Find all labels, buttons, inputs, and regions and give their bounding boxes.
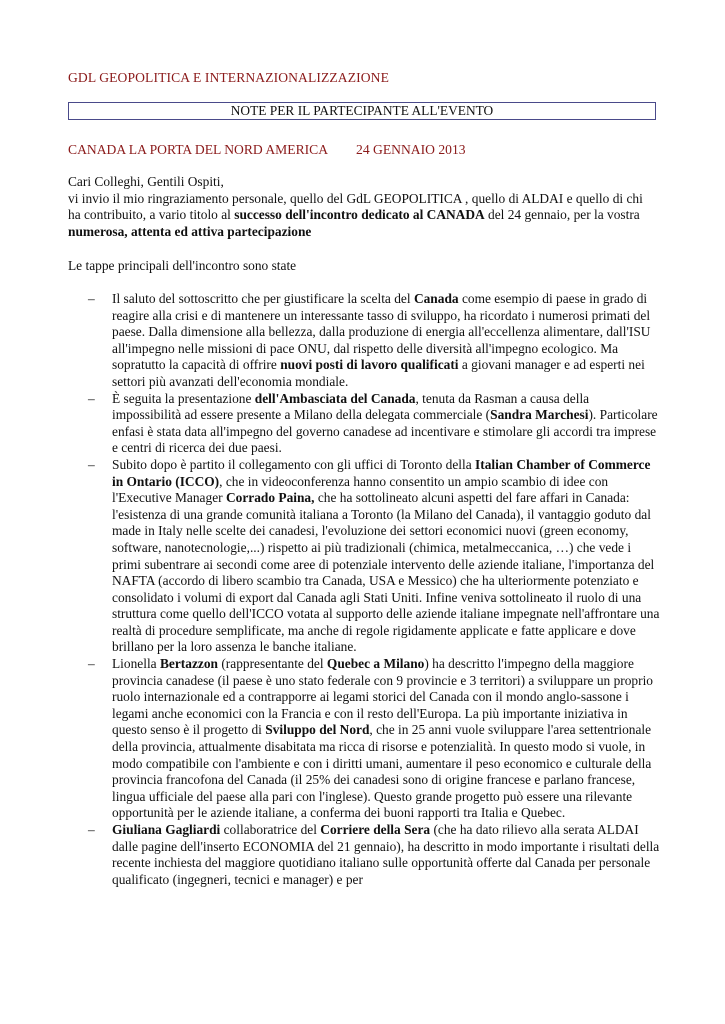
item-bold: Italian Chamber of Commerce in Ontario (ICCO) <box>112 456 651 489</box>
item-text: Subito dopo è partito il collegamento con gli uffici di Toronto della <box>112 456 476 472</box>
item-text: (rappresentante del <box>217 656 327 672</box>
list-item <box>0 656 660 822</box>
greeting: Cari Colleghi, Gentili Ospiti, <box>68 174 224 189</box>
tappe-heading: Le tappe principali dell'incontro sono state <box>68 258 297 273</box>
item-bold: Giuliana Gagliardi <box>112 822 221 837</box>
intro-text: del 24 gennaio, per la vostra <box>484 207 640 223</box>
item-text: a giovani manager e ad esperti nei settori più avanzati dell'economia mondiale. <box>112 357 645 389</box>
dash-bullet: – <box>88 822 95 837</box>
event-stages-list <box>0 291 725 888</box>
item-bold: Sandra Marchesi <box>490 407 589 423</box>
item-text: che ha sottolineato alcuni aspetti del fare affari in Canada: l'esistenza di una grande comunità italiana a Toronto (la Milano del Canada), il vantaggio goduto dal made in Italy nelle scelte dei canadesi, l'evoluzione dei settori economici nuovi (green economy, software, nanotecnologie,...) rispetto ai più tradizionali (chimica, metalmeccanica, …) che vede i primi subentrare ai secondi come aree di potenziale intervento delle aziende italiane, l'importanza del NAFTA (accordo di libero scambio tra Canada, USA e Messico) che ha ulteriormente potenziato e consolidato i volumi di export dal Canada agli Stati Uniti. Infine veniva sottolineato il ruolo di una struttura come quello dell'ICCO votata al supporto delle aziende italiane impegnate nell'affrontare una realtà di procedure semplificate, ma anche di regole rigidamente applicate e fatte applicare e dove brillano per la loro assenza le banche italiane. <box>112 490 660 655</box>
intro-bold: numerosa, attenta ed attiva partecipazione <box>68 223 312 239</box>
list-item <box>0 822 660 888</box>
item-text: , che in videoconferenza hanno consentito un ampio scambio di idee con l'Executive Manager <box>112 473 609 506</box>
item-bold: Bertazzon <box>159 656 218 672</box>
dash-bullet: – <box>88 390 95 406</box>
item-text: , che in 25 anni vuole sviluppare l'area settentrionale della provincia, attualmente disabitata ma ricca di risorse e potenzialità. In questo modo si vuole, in modo compatibile con l'ambiente e con i diritti umani, aumentare il peso economico e culturale della provincia francofona del Canada (il 25% dei canadesi sono di origine francese e parlano francese, lingua ufficiale del paese alla pari con l'inglese). Questo grande progetto può essere una rilevante opportunità per le aziende italiane, a conferma dei buoni rapporti tra Italia e Quebec. <box>112 722 652 821</box>
item-text: ) ha descritto l'impegno della maggiore provincia canadese (il paese è uno stato federale con 9 provincie e 3 territori) a sviluppare un proprio ruolo internazionale ed a contrapporre ai legami storici del Canada con il mondo anglo-sassone i legami anche economici con la Francia e con il resto dell'Europa. La più importante iniziativa in questo senso è il progetto di <box>112 656 653 738</box>
list-item <box>0 391 660 457</box>
item-text: collaboratrice del <box>220 822 321 837</box>
intro-text: vi invio il mio ringraziamento personale, quello del GdL GEOPOLITICA , quello di ALDAI e quello di chi ha contribuito, a vario titolo al <box>68 190 643 223</box>
item-bold: Corriere della Sera <box>320 822 431 837</box>
intro-section <box>68 174 658 240</box>
note-box: NOTE PER IL PARTECIPANTE ALL'EVENTO <box>68 102 656 120</box>
item-bold: dell'Ambasciata del Canada <box>254 390 416 406</box>
item-bold: nuovi posti di lavoro qualificati <box>280 357 459 373</box>
event-date: 24 GENNAIO 2013 <box>356 142 466 157</box>
intro-paragraph <box>68 191 658 241</box>
item-bold: Corrado Paina, <box>225 490 315 506</box>
dash-bullet: – <box>88 291 95 306</box>
event-title: CANADA LA PORTA DEL NORD AMERICA <box>68 142 329 157</box>
group-title: GDL GEOPOLITICA E INTERNAZIONALIZZAZIONE <box>68 70 389 85</box>
item-text: È seguita la presentazione <box>112 390 255 406</box>
item-text: , tenuta da Rasman a causa della impossibilità ad essere presente a Milano della delegata commerciale ( <box>112 390 590 423</box>
item-text: (che ha dato rilievo alla serata ALDAI dalle pagine dell'inserto ECONOMIA del 21 gennaio), ha descritto in modo importante i risultati della recente inchiesta del maggiore quotidiano italiano sulle opportunità offerte dal Canada per personale qualificato (ingegneri, tecnici e manager) e per <box>112 822 660 887</box>
item-bold: Quebec a Milano <box>326 656 425 672</box>
list-item <box>0 291 660 391</box>
intro-bold: successo dell'incontro dedicato al CANADA <box>234 207 485 223</box>
item-text: ). Particolare enfasi è stata data all'impegno del governo canadese ad incentivare e stimolare gli accordi tra imprese e centri di ricerca dei due paesi. <box>112 407 658 456</box>
dash-bullet: – <box>88 456 95 472</box>
item-bold: Sviluppo del Nord <box>265 722 370 738</box>
item-text: come esempio di paese in grado di reagire alla crisi e di mantenere un interessante tasso di sviluppo, ha ricordato i numerosi primati del paese. Dalla dimensione alla bellezza, dalla produzione di energia all'eccellenza alimentare, dall'ISU all'impegno nelle missioni di pace ONU, dal rispetto delle diversità all'impegno ecologico. Ma sopratutto la capacità di offrire <box>112 291 651 373</box>
item-text: Lionella <box>112 656 160 672</box>
item-bold: Canada <box>413 291 459 306</box>
dash-bullet: – <box>88 656 95 672</box>
event-title-line <box>68 142 466 159</box>
list-item <box>0 457 660 656</box>
item-text: Il saluto del sottoscritto che per giustificare la scelta del <box>112 291 414 306</box>
